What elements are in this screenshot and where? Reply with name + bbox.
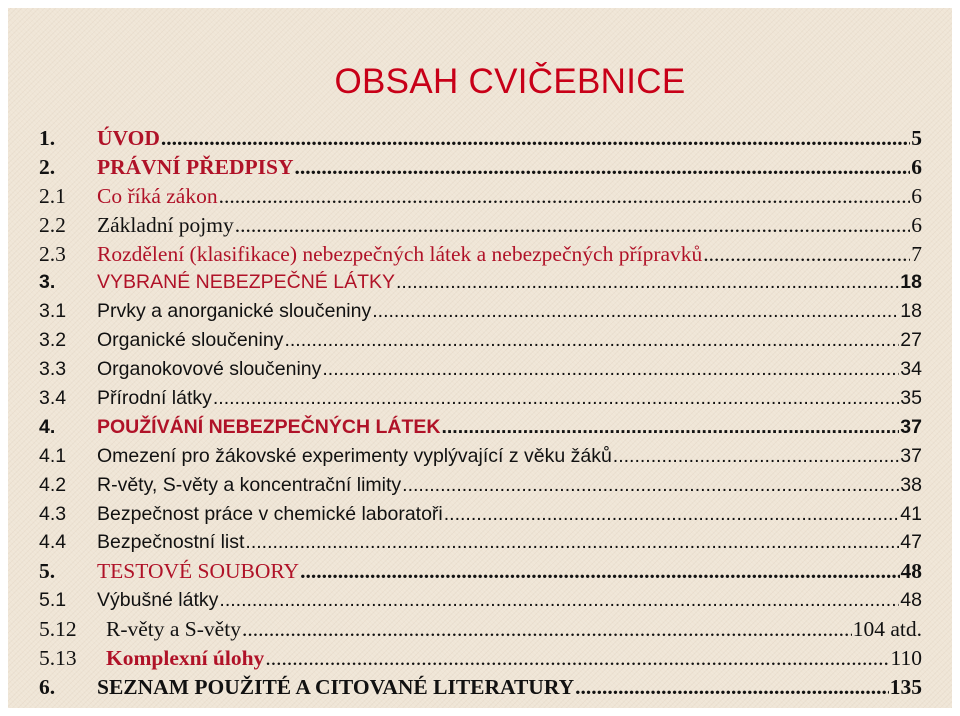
- toc-entry-3-1[interactable]: [39, 297, 922, 326]
- toc-number: 2.1: [39, 183, 66, 208]
- toc-entry-6[interactable]: [39, 673, 922, 702]
- toc-number: 1.: [39, 126, 56, 150]
- toc-number: 3.3: [39, 358, 67, 381]
- toc-page-number: 48: [900, 589, 922, 612]
- toc-number: 2.: [39, 154, 56, 179]
- toc-entry-1[interactable]: [39, 124, 922, 153]
- toc-label: VYBRANÉ NEBEZPEČNÉ LÁTKY: [97, 271, 396, 294]
- document-page: [8, 8, 952, 708]
- toc-label: Rozdělení (klasifikace) nebezpečných látek a nebezpečných přípravků: [97, 241, 703, 266]
- toc-entry-2-2[interactable]: [39, 211, 922, 240]
- toc-label: ÚVOD: [97, 126, 160, 150]
- toc-entry-4-2[interactable]: [39, 471, 922, 500]
- toc-number: 4.1: [39, 444, 67, 467]
- toc-page-number: 48: [900, 559, 922, 584]
- toc-label: Bezpečnost práce v chemické laboratoři: [97, 502, 443, 525]
- toc-label: Základní pojmy: [97, 212, 234, 237]
- toc-label: SEZNAM POUŽITÉ A CITOVANÉ LITERATURY: [97, 674, 575, 699]
- toc-label: POUŽÍVÁNÍ NEBEZPEČNÝCH LÁTEK: [97, 415, 441, 438]
- toc-page-number: 135: [889, 674, 922, 699]
- toc-entry-3-3[interactable]: [39, 355, 922, 384]
- toc-leader-dots: [300, 557, 899, 586]
- toc-entry-3-2[interactable]: [39, 326, 922, 355]
- toc-number: 3.4: [39, 387, 67, 410]
- toc-leader-dots: [444, 500, 900, 529]
- toc-leader-dots: [396, 268, 899, 297]
- toc-entry-5-1[interactable]: [39, 586, 922, 615]
- toc-page-number: 110: [890, 646, 922, 671]
- toc-number: 4.3: [39, 502, 67, 525]
- toc-leader-dots: [235, 211, 911, 240]
- toc-leader-dots: [322, 355, 899, 384]
- toc-page-number: 18: [900, 300, 922, 323]
- toc-leader-dots: [161, 124, 910, 153]
- toc-entry-5[interactable]: [39, 557, 922, 586]
- toc-number: 5.12: [39, 617, 77, 642]
- toc-entry-2[interactable]: [39, 153, 922, 182]
- toc-leader-dots: [441, 413, 899, 442]
- toc-label: Komplexní úlohy: [106, 646, 265, 671]
- toc-leader-dots: [284, 326, 899, 355]
- toc-leader-dots: [265, 644, 889, 673]
- toc-page-number: 47: [900, 531, 922, 554]
- toc-label: PRÁVNÍ PŘEDPISY: [97, 154, 294, 179]
- toc-number: 3.: [39, 271, 56, 294]
- toc-label: Bezpečnostní list: [97, 531, 245, 554]
- toc-page-number: 104 atd.: [852, 617, 922, 642]
- toc-entry-2-3[interactable]: [39, 240, 922, 269]
- page-title: OBSAH CVIČEBNICE: [334, 62, 686, 101]
- toc-entry-4-4[interactable]: [39, 528, 922, 557]
- toc-page-number: 34: [900, 358, 922, 381]
- toc-page-number: 6: [911, 154, 922, 179]
- toc-label: Organokovové sloučeniny: [97, 358, 322, 381]
- toc-label: Přírodní látky: [97, 387, 212, 410]
- toc-page-number: 27: [900, 329, 922, 352]
- table-of-contents: [39, 124, 922, 702]
- toc-label: Co říká zákon: [97, 183, 218, 208]
- toc-entry-5-13[interactable]: [39, 644, 922, 673]
- toc-label: R-věty, S-věty a koncentrační limity: [97, 473, 402, 496]
- toc-leader-dots: [213, 384, 899, 413]
- toc-page-number: 5: [911, 126, 922, 150]
- toc-entry-3-4[interactable]: [39, 384, 922, 413]
- toc-number: 3.1: [39, 300, 67, 323]
- toc-page-number: 18: [900, 271, 922, 294]
- toc-number: 4.2: [39, 473, 67, 496]
- toc-page-number: 6: [911, 212, 922, 237]
- toc-entry-4-1[interactable]: [39, 442, 922, 471]
- toc-leader-dots: [242, 615, 852, 644]
- toc-leader-dots: [402, 471, 899, 500]
- toc-label: Omezení pro žákovské experimenty vyplývající z věku žáků: [97, 444, 612, 467]
- toc-label: Organické sloučeniny: [97, 329, 284, 352]
- toc-entry-5-12[interactable]: [39, 615, 922, 644]
- toc-number: 6.: [39, 674, 56, 699]
- toc-entry-4[interactable]: [39, 413, 922, 442]
- toc-entry-3[interactable]: [39, 268, 922, 297]
- toc-page-number: 6: [911, 183, 922, 208]
- toc-number: 5.1: [39, 589, 67, 612]
- toc-leader-dots: [703, 240, 910, 269]
- toc-label: R-věty a S-věty: [106, 617, 241, 642]
- toc-number: 4.: [39, 415, 56, 438]
- toc-number: 2.2: [39, 212, 66, 237]
- toc-number: 5.: [39, 559, 56, 584]
- toc-page-number: 35: [900, 387, 922, 410]
- toc-entry-2-1[interactable]: [39, 182, 922, 211]
- toc-leader-dots: [295, 153, 911, 182]
- toc-page-number: 37: [900, 415, 922, 438]
- toc-page-number: 41: [900, 502, 922, 525]
- toc-page-number: 37: [900, 444, 922, 467]
- toc-leader-dots: [245, 528, 899, 557]
- toc-page-number: 38: [900, 473, 922, 496]
- toc-leader-dots: [613, 442, 900, 471]
- toc-label: Výbušné látky: [97, 589, 219, 612]
- toc-entry-4-3[interactable]: [39, 500, 922, 529]
- toc-number: 2.3: [39, 241, 66, 266]
- toc-page-number: 7: [911, 241, 922, 266]
- toc-label: TESTOVÉ SOUBORY: [97, 559, 300, 584]
- toc-leader-dots: [372, 297, 899, 326]
- toc-number: 5.13: [39, 646, 77, 671]
- toc-leader-dots: [219, 182, 911, 211]
- toc-number: 4.4: [39, 531, 67, 554]
- toc-leader-dots: [219, 586, 899, 615]
- toc-leader-dots: [575, 673, 889, 702]
- toc-number: 3.2: [39, 329, 67, 352]
- toc-label: Prvky a anorganické sloučeniny: [97, 300, 372, 323]
